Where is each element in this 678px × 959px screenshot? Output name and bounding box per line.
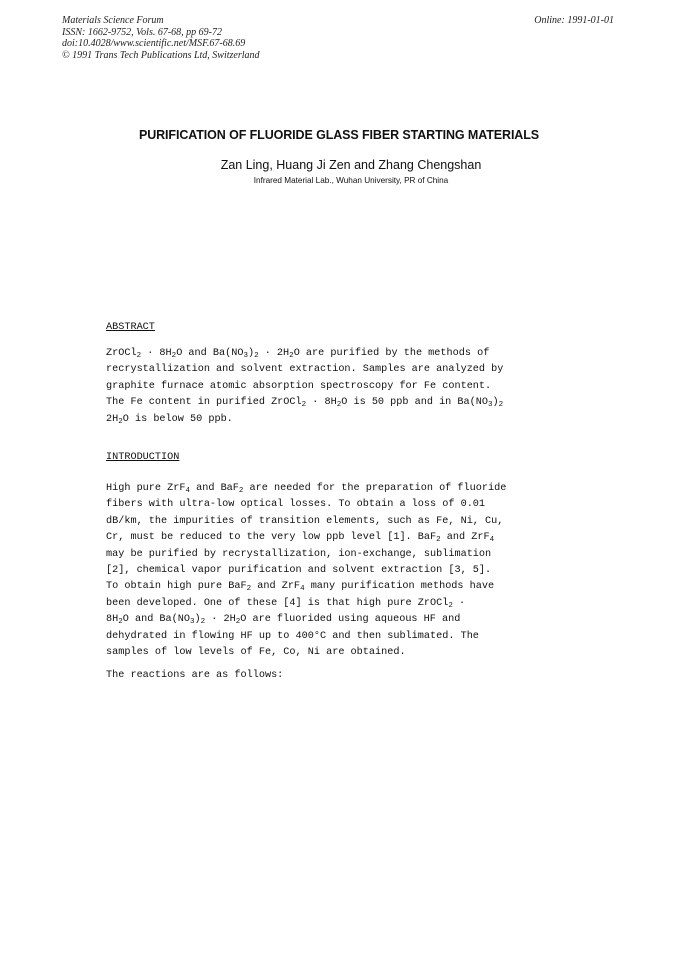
- doi-line: doi:10.4028/www.scientific.net/MSF.67-68.69: [62, 38, 246, 49]
- online-date: Online: 1991-01-01: [534, 15, 614, 26]
- abstract-heading: ABSTRACT: [106, 322, 155, 333]
- abstract-line: $2H_2O$ is below 50 ppb.: [106, 413, 233, 426]
- intro-line: [2], chemical vapor purification and solvent extraction [3, 5].: [106, 564, 492, 576]
- intro-line: $8H_2O$ and $Ba(NO_3)_2 \cdot 2H_2O$ are fluorided using aqueous HF and: [106, 614, 461, 627]
- intro-line: been developed. One of these [4] is that high pure ZrOCl$_2$ ·: [106, 597, 466, 610]
- reactions-intro: [106, 668, 576, 684]
- intro-line: Cr, must be reduced to the very low ppb level [1]. BaF$_2$ and ZrF$_4$: [106, 532, 495, 545]
- journal-name: Materials Science Forum: [62, 15, 164, 26]
- paper-title: PURIFICATION OF FLUORIDE GLASS FIBER STARTING MATERIALS: [138, 128, 540, 142]
- intro-line: fibers with ultra-low optical losses. To obtain a loss of 0.01: [106, 499, 486, 511]
- abstract-line: ZrOCl$_2$ · $8H_2O$ and $Ba(NO_3)_2 \cdot 2H_2O$ are purified by the methods of: [106, 348, 490, 360]
- authors: Zan Ling, Huang Ji Zen and Zhang Chengshan: [220, 158, 482, 172]
- intro-line: samples of low levels of Fe, Co, Ni are obtained.: [106, 646, 406, 658]
- abstract-line: The Fe content in purified ZrOCl$_2$ · $8H_2O$ is 50 ppb and in $Ba(NO_3)_2$: [106, 397, 504, 410]
- abstract-paragraph: [106, 346, 576, 428]
- abstract-line: graphite furnace atomic absorption spectroscopy for Fe content.: [106, 380, 492, 392]
- introduction-paragraph: [106, 481, 576, 661]
- issn-line: ISSN: 1662-9752, Vols. 67-68, pp 69-72: [62, 26, 222, 38]
- intro-line: To obtain high pure BaF$_2$ and ZrF$_4$ many purification methods have: [106, 581, 495, 594]
- intro-line: High pure ZrF$_4$ and BaF$_2$ are needed for the preparation of fluoride: [106, 483, 507, 495]
- abstract-line: recrystallization and solvent extraction. Samples are analyzed by: [106, 364, 504, 376]
- reactions-line: The reactions are as follows:: [106, 670, 284, 681]
- journal-header: [62, 15, 260, 61]
- intro-line: dehydrated in flowing HF up to 400°C and then sublimated. The: [106, 630, 479, 642]
- introduction-heading: INTRODUCTION: [106, 452, 180, 463]
- intro-line: dB/km, the impurities of transition elements, such as Fe, Ni, Cu,: [106, 515, 504, 527]
- intro-line: may be purified by recrystallization, ion-exchange, sublimation: [106, 548, 492, 560]
- affiliation: Infrared Material Lab., Wuhan University, PR of China: [253, 176, 449, 185]
- copyright-line: © 1991 Trans Tech Publications Ltd, Switzerland: [62, 49, 260, 61]
